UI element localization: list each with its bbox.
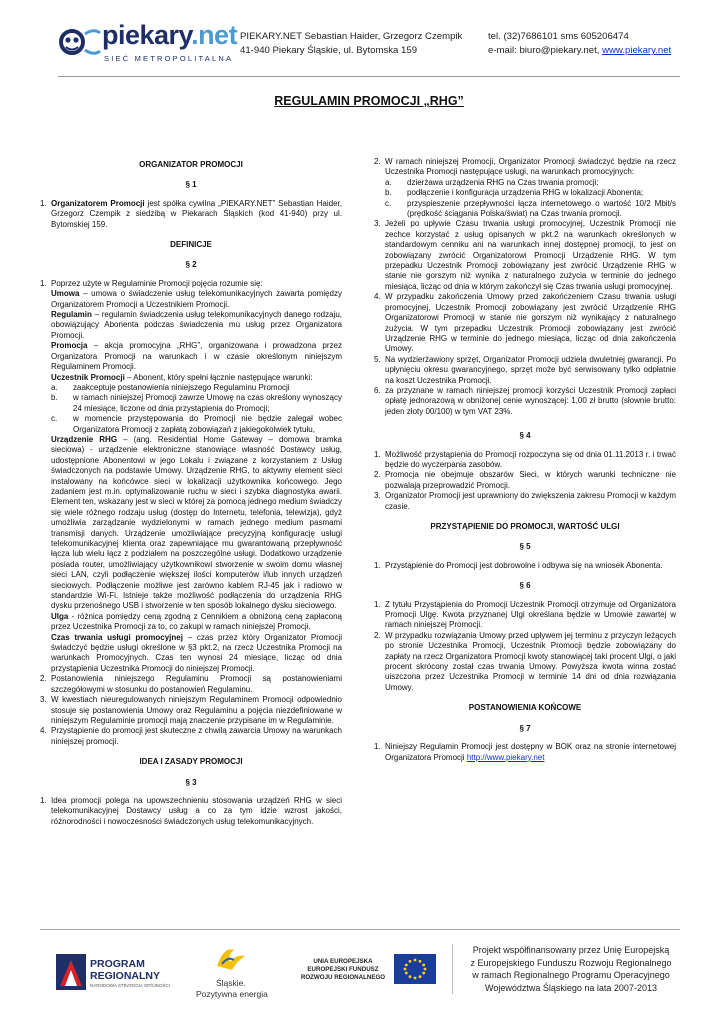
list-item: 1. Idea promocji polega na upowszechnieniu stosowania urządzeń RHG w sieci telekomunikacyjnej Dostawcy usług a co za tym idzie wzrost jakości, różnorodności i nowoczesności świadczonych usług telekomunikacyjnych. — [40, 795, 342, 826]
program-regionalny-logo — [56, 950, 176, 1000]
list-item: c. przyspieszenie przepływności łącza internetowego o wartość 10/2 Mbit/s (prędkość ściągania Polska/świat) na Czas trwania promocji. — [385, 198, 676, 219]
heading-final: POSTANOWIENIA KOŃCOWE — [468, 703, 582, 713]
list-item: 1. Poprzez użyte w Regulaminie Promocji pojęcia rozumie się: — [40, 278, 263, 288]
heading-join: PRZYSTĄPIENIE DO PROMOCJI, WARTOŚĆ ULGI — [430, 522, 620, 531]
heading-idea: IDEA I ZASADY PROMOCJI — [139, 757, 243, 767]
definition-ulga: Ulga - różnica pomiędzy ceną zgodną z Cennikiem a obniżoną ceną zapłaconą przez Uczestnika Promocji za to, co zakupi w ramach niniejszej Promocji. — [51, 611, 342, 632]
logo-tagline: SIEĆ METROPOLITALNA — [104, 54, 234, 63]
definition-czas: Czas trwania usługi promocyjnej – czas przez który Organizator Promocji świadczyć będzie usługi określone w §3 pkt.2, na rzecz Uczestnika Promocji na warunkach Promocyjnych. Czas ten wynosi 24 miesiące, licząc od dnia przystąpienia Uczestnika Promocji do niniejszej Promocji. — [51, 632, 342, 673]
header — [58, 20, 678, 72]
company-contact — [488, 30, 671, 58]
list-item: 1. Organizatorem Promocji jest spółka cywilna „PIEKARY.NET” Sebastian Haider, Grzegorz Czempik z siedzibą w Piekarach Śląskich (kod 41-940) przy ul. Bytomskiej 159. — [40, 198, 342, 229]
phone-line: tel. (32)7686101 sms 605206474 — [488, 31, 629, 42]
list-item: 4. W przypadku zakończenia Umowy przed zakończeniem Czasu trwania usługi promocyjnej, Uczestnik Promocji zobowiązany jest zwrócić Urządzenie RHG Organizatorowi Promocji w stanie nie gorszym niż wynikający z naturalnego zużycia. W tym przepadku Uczestnik Promocji zobowiązany jest zwrócić Urządzenie RHG w terminie do jednego miesiąca, licząc od dnia zakończenia Umowy. — [374, 292, 676, 354]
footer-divider — [40, 929, 680, 930]
piekary-logo-icon — [58, 24, 102, 62]
program-regionalny-icon — [56, 954, 86, 990]
list-item: 4. Przystąpienie do promocji jest skuteczne z chwilą zawarcia Umowy na warunkach niniejszej promocji. — [40, 726, 342, 746]
email-line: e-mail: biuro@piekary.net, www.piekary.net — [488, 45, 672, 56]
list-item: 1. Przystąpienie do Promocji jest dobrowolne i odbywa się na wniosek Abonenta. — [374, 560, 663, 570]
company-street: 41-940 Piekary Śląskie, ul. Bytomska 159 — [240, 45, 418, 56]
definition-urzadzenie: Urządzenie RHG – (ang. Residential Home Gateway – domowa bramka sieciowa) - urządzenie elektroniczne stanowiące własność Dostawcy usług, udostępnione Abonentowi w jego Lokalu i związane z korzystaniem z Usług świadczonych na podstawie Umowy. Urządzenie RHG, to aktywny element sieci instalowany na końcówce sieci w lokalizacji użytkownika końcowego. Jego zadaniem jest m.in. optymalizowanie ruchu w sieci i szybka diagnostyka awarii. Element ten, wskazany jest w sieci w której za pomocą jednego medium świadczy się wiele różnego rodzaju usług (dostęp do Internetu, telefonia, telewizja), gdyż umożliwia zarządzanie wydzielonymi w ramach jednego medium pasmami transmisji danych. Urządzenie umożliwiające precyzyjną konfigurację usługi telekomunikacyjnej klienta oraz zapewniające mu gwarantowaną przepływność łącza lub wielu łącz z podziałem na poszczególne usługi. Dodatkowo urządzenie posiada router, umożliwiający użytkownikowi stworzenie w swoim domu własnej sieci LAN, czyli podłączenie większej ilości komputerów i/lub innych urządzeń sieciowych. Podłączenie możliwe jest zarówno kablem RJ-45 jak i radiowo w standardzie Wi-Fi. Istnieje także możliwość podłączenia do urządzenia RHG dysku przenośnego USB i stworzenie w ten sposób lokalnego dysku sieciowego. — [51, 434, 342, 611]
definition-regulamin: Regulamin – regulamin świadczenia usług telekomunikacyjnych danego rodzaju, obowiązujący Abonenta podczas świadczenia mu usług przez Organizatora Promocji. — [51, 310, 342, 340]
company-name: PIEKARY.NET Sebastian Haider, Grzegorz Czempik — [240, 31, 463, 42]
document-title: REGULAMIN PROMOCJI „RHG” — [274, 94, 464, 108]
list-item: 2. Postanowienia niniejszego Regulaminu Promocji są postanowieniami szczegółowymi w stosunku do postanowień Regulaminu. — [40, 674, 342, 694]
list-item: 2. W ramach niniejszej Promocji, Organizator Promocji świadczyć będzie na rzecz Uczestnika Promocji następujące usługi, na warunkach promocyjnych: — [374, 157, 676, 177]
slaskie-slogan: Pozytywna energia — [196, 989, 268, 999]
program-label: PROGRAM — [90, 958, 145, 970]
eu-text: UNIA EUROPEJSKA EUROPEJSKI FUNDUSZ ROZWOJU REGIONALNEGO — [300, 958, 386, 981]
paragraph-4-sign: § 4 — [519, 431, 531, 441]
list-item: 1. Z tytułu Przystąpienia do Promocji Uczestnik Promocji otrzymuje od Organizatora Promocji Ulgę. Kwota przyznanej Ulgi określana będzie w Umowie zawartej w ramach niniejszej Promocji. — [374, 599, 676, 630]
heading-definitions: DEFINICJE — [170, 240, 212, 250]
list-item: b. podłączenie i konfiguracja urządzenia RHG w lokalizacji Abonenta; — [385, 188, 644, 198]
list-item: a. zaakceptuje postanowienia niniejszego Regulaminu Promocji — [51, 382, 290, 392]
services-sublist — [374, 178, 676, 220]
definition-promocja: Promocja – akcja promocyjna „RHG”, organizowana i prowadzona przez Organizatora Promocji na warunkach i w czasie określonym niniejszym Regulaminem Promocji. — [51, 341, 342, 372]
cofinancing-note: Projekt współfinansowany przez Unię Europejską z Europejskiego Funduszu Rozwoju Regionalnego w ramach Regionalnego Programu Operacyjnego Województwa Śląskiego na lata 2007-2013 — [452, 944, 685, 994]
strategy-label: NARODOWA STRATEGIA SPÓJNOŚCI — [90, 983, 171, 988]
paragraph-7-sign: § 7 — [519, 723, 531, 733]
website-link[interactable]: www.piekary.net — [602, 45, 672, 56]
list-item: 3. Organizator Promocji jest uprawniony do zwiększenia zakresu Promocji w każdym czasie. — [374, 491, 676, 511]
right-column — [374, 157, 676, 763]
list-item: 3. Jeżeli po upływie Czasu trwania usługi promocyjnej, Uczestnik Promocji nie zechce korzystać z usług opisanych w pkt.2 na warunkach określonych w standardowym cenniku ani na warunkach innej dostępnej promocji, to jest on zobowiązany zwrócić Organizatorowi Promocji Urządzenie RHG. W tym przepadku Uczestnik Promocji zobowiązany jest zwrócić Urządzenie RHG w stanie nie gorszym niż wynika z naturalnego zużycia w terminie do jednego miesiąca, licząc od dnia w którym zakończył się Czas trwania usługi promocyjnej. — [374, 219, 676, 291]
paragraph-1-sign: § 1 — [185, 180, 197, 190]
eu-flag-icon — [394, 954, 436, 984]
paragraph-2-sign: § 2 — [185, 260, 197, 270]
list-item: 1. Możliwość przystąpienia do Promocji rozpoczyna się od dnia 01.11.2013 r. i trwać będzie do wyczerpania zasobów. — [374, 449, 676, 469]
list-item: c. w momencie przystępowania do Promocji nie będzie zalegał wobec Organizatora Promocji z zapłatą zobowiązań z jakiegokolwiek tytułu, — [51, 414, 342, 434]
logo-wordmark: piekary.net — [102, 20, 238, 50]
list-item: 1. Niniejszy Regulamin Promocji jest dostępny w BOK oraz na stronie internetowej Organizatora Promocji http://www.piekary.net — [374, 742, 676, 762]
definition-umowa: Umowa – umowa o świadczenie usług telekomunikacyjnych zawarta pomiędzy Organizatorem Promocji a Uczestnikiem Promocji. — [51, 289, 342, 309]
definition-uczestnik: Uczestnik Promocji – Abonent, który spełni łącznie następujące warunki: — [51, 372, 313, 382]
left-column — [40, 150, 342, 827]
list-item: 3. W kwestiach nieuregulowanych niniejszym Regulaminem Promocji odpowiednio stosuje się postanowienia Umowy oraz Regulaminu a pojęcia niezdefiniowane w niniejszym Regulaminie promocji mają znaczenie przypisane im w Regulaminie. — [40, 695, 342, 725]
list-item: 6. za przyznane w ramach niniejszej promocji korzyści Uczestnik Promocji zapłaci opłatę jednorazową w obniżonej cenie wynoszącej: 1,00 zł brutto (słownie brutto: jeden złoty 00/100) w tym VAT 23%. — [374, 385, 676, 416]
regionalny-label: REGIONALNY — [90, 970, 161, 982]
slaskie-logo — [194, 942, 274, 1004]
regulations-link[interactable]: http://www.piekary.net — [466, 752, 545, 762]
header-divider — [58, 76, 680, 77]
paragraph-3-sign: § 3 — [185, 777, 197, 787]
paragraph-6-sign: § 6 — [519, 581, 531, 591]
definitions-block — [40, 289, 342, 674]
slaskie-label: Śląskie. — [216, 978, 246, 988]
company-address — [240, 30, 462, 58]
paragraph-5-sign: § 5 — [519, 542, 531, 552]
heading-organizer: ORGANIZATOR PROMOCJI — [139, 160, 243, 169]
list-item: b. w ramach niniejszej Promocji zawrze Umowę na czas określony wynoszący 24 miesiące, liczone od dnia przystąpienia do Promocji; — [51, 393, 342, 413]
list-item: 2. Promocja nie obejmuje obszarów Sieci, w których warunki techniczne nie pozwalają przeprowadzić Promocji. — [374, 470, 676, 490]
slaskie-bird-icon — [214, 942, 248, 972]
eu-logo — [296, 954, 436, 994]
list-item: a. dzierżawa urządzenia RHG na Czas trwania promocji; — [385, 177, 599, 187]
list-item: 2. W przypadku rozwiązania Umowy przed upływem jej terminu z przyczyn leżących po stronie Uczestnika Promocji, Uczestnik Promocji będzie zobowiązany do zapłaty na rzecz Organizatora Promocji kwoty stanowiącej taki procent Ulgi, o jaki procent skrócony został czas trwania Umowy. Powyższa kwota winna zostać uiszczona przez Uczestnika Promocji w terminie 14 dni od dnia rozwiązania Umowy. — [374, 630, 676, 692]
list-item: 5. Na wydzierżawiony sprzęt, Organizator Promocji udziela dwuletniej gwarancji. Po upłynięciu okresu gwarancyjnego, sprzęt może być serwisowany tylko odpłatnie na koszt Uczestnika Promocji. — [374, 354, 676, 385]
